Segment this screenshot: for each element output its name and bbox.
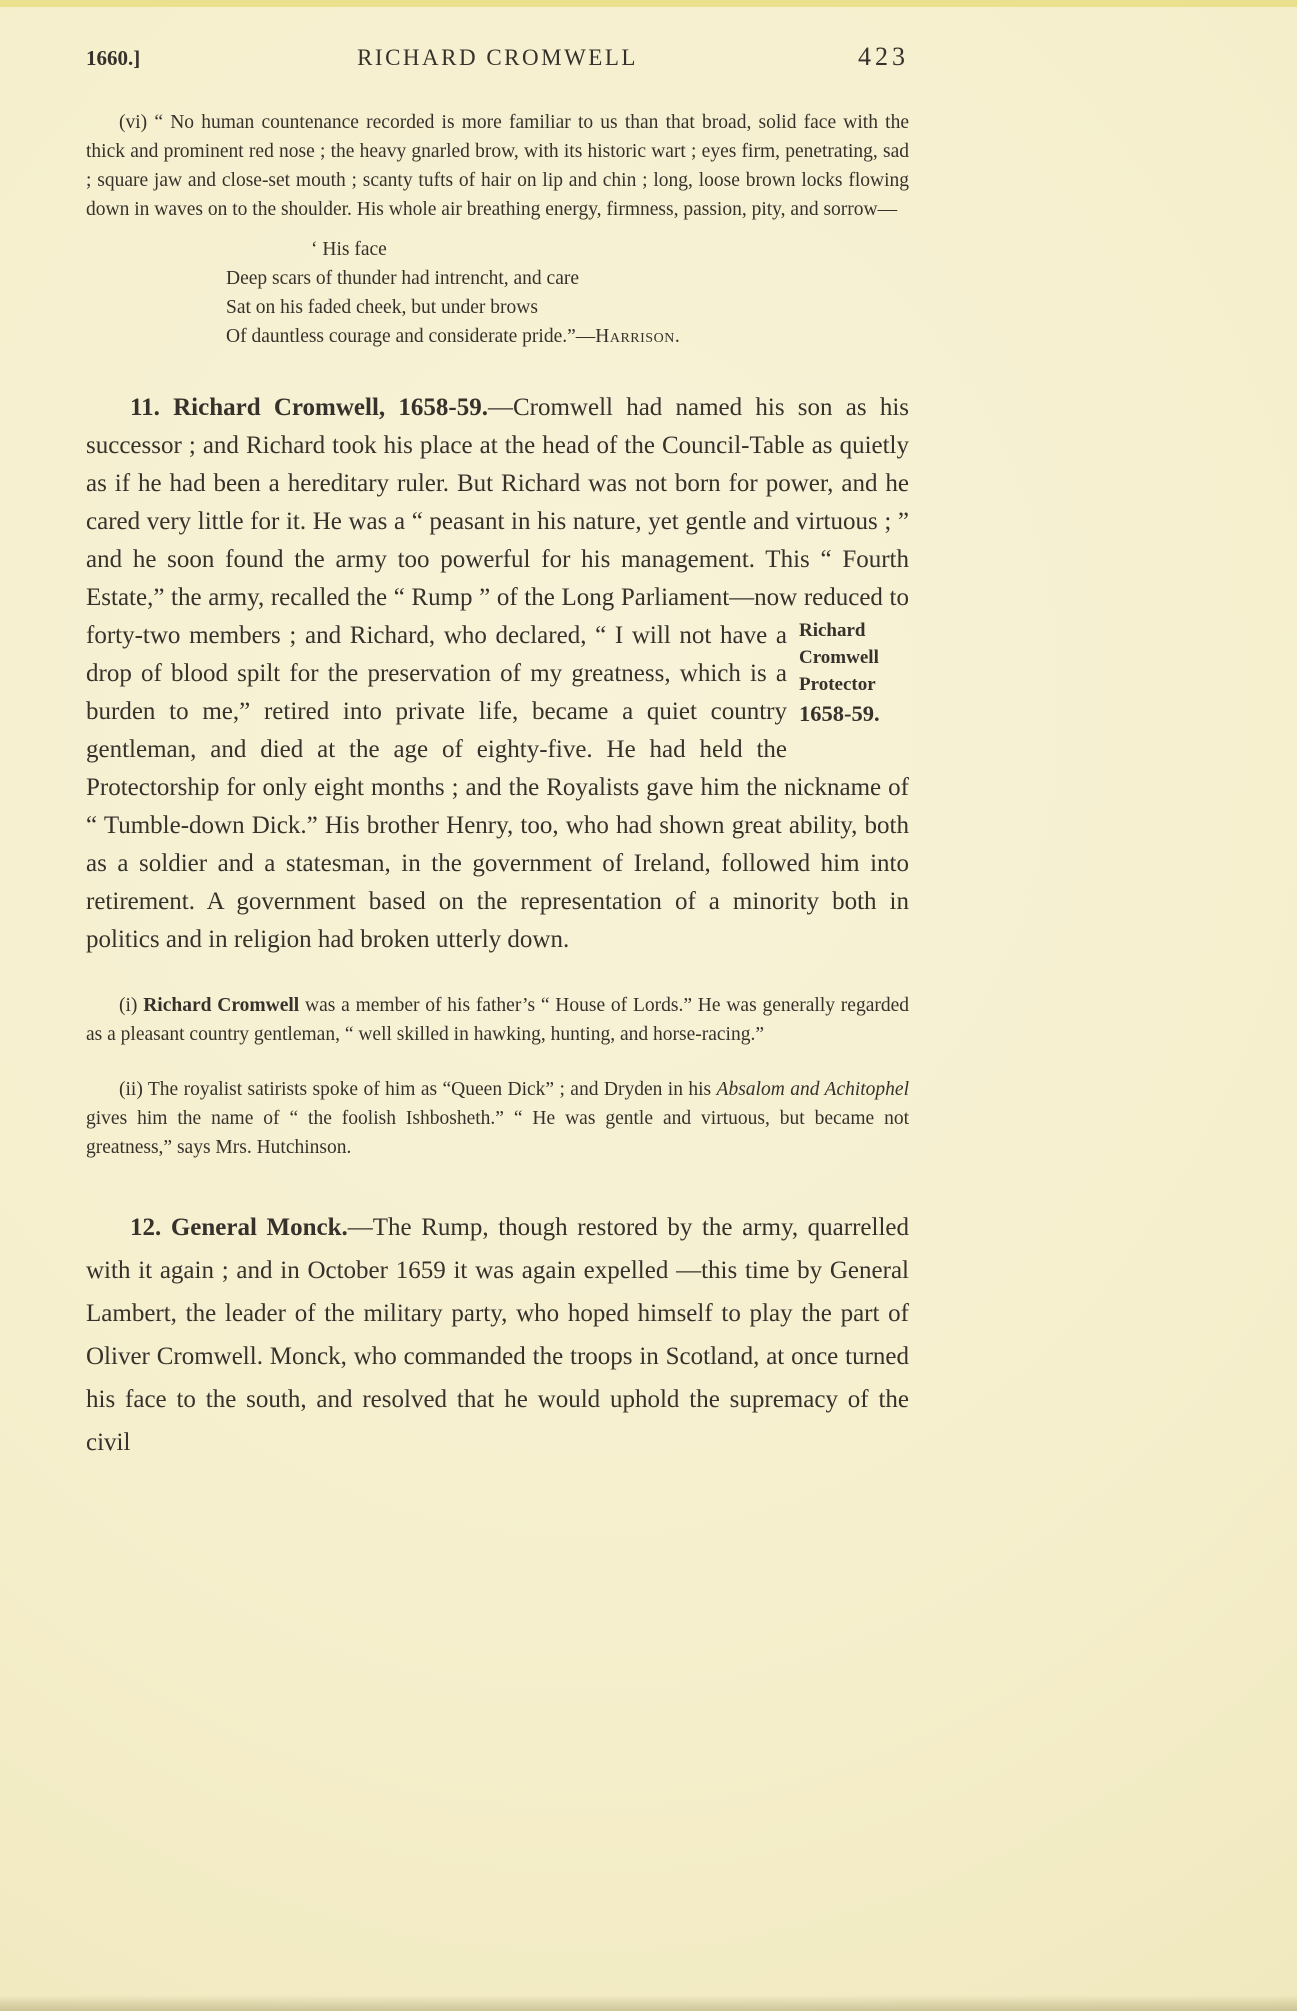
paragraph-11	[86, 389, 909, 959]
verse-line: Deep scars of thunder had intrencht, and care	[226, 268, 580, 289]
verse-line: ‘ His face	[311, 239, 387, 260]
verse-line	[226, 322, 909, 351]
verse-quote	[226, 235, 909, 351]
footnote-ii-text: gives him the name of “ the foolish Ishbosheth.” “ He was gentle and virtuous, but became not greatness,” says Mrs. Hutchinson.	[86, 1108, 909, 1158]
margin-note-line: Protector	[799, 674, 876, 695]
margin-note-line: Richard	[799, 620, 866, 641]
verse-line: Sat on his faded cheek, but under brows	[226, 297, 538, 318]
paragraph-11-heading: 11. Richard Cromwell, 1658-59.	[130, 394, 488, 421]
footnote-ii	[86, 1075, 909, 1162]
paragraph-12-heading: 12. General Monck.	[130, 1214, 348, 1241]
page-number: 423	[858, 42, 909, 71]
footnote-i	[86, 991, 909, 1049]
margin-note	[799, 617, 903, 727]
verse-line-text: Of dauntless courage and considerate pride.”—	[226, 326, 596, 347]
book-page	[86, 0, 909, 1464]
paragraph-12-text: —The Rump, though restored by the army, quarrelled with it again ; and in October 1659 it was again expelled —this time by General Lambert, the leader of the military party, who hoped himself to play the part of Oliver Cromwell. Monck, who commanded the troops in Scotland, at once turned his face to the south, and resolved that he would uphold the supremacy of the civil	[86, 1214, 909, 1456]
running-title: RICHARD CROMWELL	[357, 45, 638, 70]
footnote-i-prefix: (i)	[119, 995, 144, 1016]
header-year: 1660.]	[86, 46, 141, 70]
verse-attribution: Harrison.	[595, 326, 681, 347]
paragraph-12	[86, 1206, 909, 1464]
footnote-ii-prefix: (ii) The royalist satirists spoke of him as “Queen Dick” ; and Dryden in his	[119, 1079, 717, 1100]
margin-note-date: 1658-59.	[799, 701, 880, 726]
page-header	[86, 42, 909, 74]
footnote-ii-book-title: Absalom and Achitophel	[716, 1079, 910, 1100]
footnote-i-bold: Richard Cromwell	[143, 995, 300, 1016]
footnote-i-text: was a member of his father’s “ House of Lords.” He was generally regarded as a pleasant country gentleman, “ well skilled in hawking, hunting, and horse-racing.”	[86, 995, 909, 1045]
footnote-vi: (vi) “ No human countenance recorded is more familiar to us than that broad, solid face with the thick and prominent red nose ; the heavy gnarled brow, with its historic wart ; eyes firm, penetrating, sad ; square jaw and close-set mouth ; scanty tufts of hair on lip and chin ; long, loose brown locks flowing down in waves on to the shoulder. His whole air breathing energy, firmness, passion, pity, and sorrow—	[86, 112, 909, 220]
page-bottom-edge	[0, 1995, 1297, 2011]
margin-note-line: Cromwell	[799, 647, 879, 668]
paragraph-11-text: —Cromwell had named his son as his successor ; and Richard took his place at the head of the Council-Table as quietly as if he had been a hereditary ruler. But Richard was not born for power, and he cared very little for it. He was a “ peasant in his nature, yet gentle and virtuous ; ” and he soon found the army too powerful for his management. This “ Fourth Estate,” the army, recalled the “ Rump ” of the Long Parliament—now reduced to forty-two members ; and Richard, who declared, “ I will not have a drop of blood spilt for the preservation of my greatness, which is a burden to me,” retired into private life, became a quiet country gentleman, and died at the age of eighty-five. He had held the Protectorship for only eight months ; and the Royalists gave him the nickname of “ Tumble-down Dick.” His brother Henry, too, who had shown great ability, both as a soldier and a statesman, in the government of Ireland, followed him into retirement. A government based on the representation of a minority both in politics and in religion had broken utterly down.	[86, 394, 909, 953]
